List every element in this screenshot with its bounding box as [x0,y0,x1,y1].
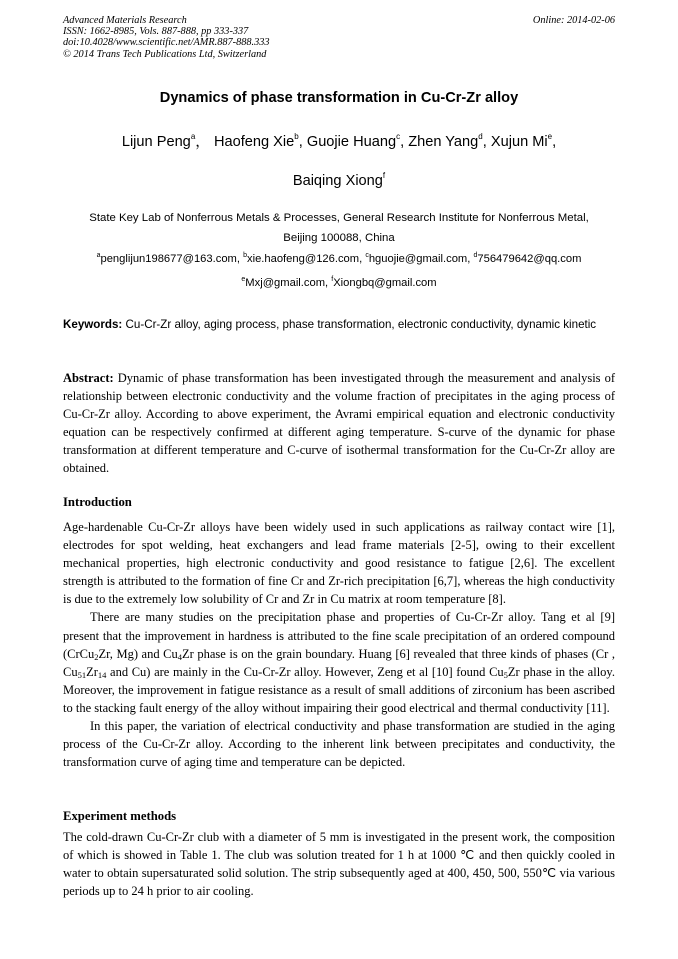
author-list-line-1 [40,130,638,151]
paper-title: Dynamics of phase transformation in Cu-Cr-Zr alloy [159,90,519,106]
paragraph-text: Zr phase is on the grain boundary. Huang [6] revealed that three kinds of phases (Cr , Cu [63,646,615,679]
author-list-line-2 [40,173,638,189]
introduction-body [63,518,615,771]
paragraph-text: Zr phase in the alloy. Moreover, the improvement in fatigue resistance as a result of small additions of zirconium has been ascribed to the stacking fault energy of the alloy without impairing their good electrical and thermal conductivity [11]. [63,664,615,715]
author-mark: b [294,132,299,141]
paragraph: The cold-drawn Cu-Cr-Zr club with a diameter of 5 mm is investigated in the present work, the composition of which is showed in Table 1. The club was solution treated for 1 h at 1000 ℃ and then quickly cooled in water to obtain supersaturated solid solution. The strip subsequently aged at 400, 450, 500, 550℃ via various periods up to 24 h prior to air cooling. [63,830,615,899]
issn-line: ISSN: 1662-8985, Vols. 887-888, pp 333-337 [63,26,249,38]
author-name: Baiqing Xiong [292,173,383,189]
email-mark: b [243,252,247,259]
email-address[interactable]: penglijun198677@163.com, [100,253,240,265]
author-mark: c [396,132,401,141]
introduction-heading: Introduction [63,495,132,509]
paragraph-text: There are many studies on the precipitation phase and properties of Cu-Cr-Zr alloy. Tang et al [9] present that the improvement in hardness is attributed to the fine scale precipitation of an ordered compound (CrCu [63,610,615,661]
online-date: Online: 2014-02-06 [532,15,615,26]
author-name: Guojie Huang [306,134,397,150]
paragraph: Age-hardenable Cu-Cr-Zr alloys have been widely used in such applications as railway contact wire [1], electrodes for spot welding, heat exchangers and lead frame materials [2-5], owing to their excellent mechanical properties, high electronic conductivity and good resistance to fatigue [2,6]. The excellent strength is attributed to the formation of fine Cr and Zr-rich precipitation [6,7], whereas the high conductivity is due to the extremely low solubility of Cr and Zr in Cu matrix at room temperature [8]. [63,520,615,607]
email-mark: e [241,276,246,283]
email-list-line-2 [50,277,628,289]
affiliation [63,208,615,248]
keywords [63,316,615,334]
subscript: 2 [94,651,99,662]
author-separator: ， [195,134,210,150]
email-list-line-1 [50,253,628,265]
email-mark: d [473,252,478,259]
subscript: 51 [77,669,87,680]
copyright-line: © 2014 Trans Tech Publications Ltd, Switzerland [63,48,267,60]
affiliation-line: Beijing 100088, China [283,232,395,244]
email-mark: c [365,252,369,259]
author-mark: d [478,132,483,141]
email-address[interactable]: 756479642@qq.com [477,253,582,265]
email-address[interactable]: xie.haofeng@126.com, [246,253,363,265]
abstract-label: Abstract: [63,371,114,385]
email-mark: a [96,252,101,259]
paragraph-text: Zr, Mg) and Cu [98,646,178,661]
journal-header [63,15,615,60]
author-separator: , [482,134,487,150]
author-mark: e [547,132,553,141]
email-address[interactable]: Mxj@gmail.com, [245,277,329,289]
author-name: Xujun Mi [490,134,548,150]
email-address[interactable]: hguojie@gmail.com, [368,253,471,265]
keywords-label: Keywords: [63,318,123,331]
email-address[interactable]: Xiongbq@gmail.com [333,277,437,289]
subscript: 4 [177,651,182,662]
author-name: Zhen Yang [408,134,479,150]
author-separator: , [400,134,405,150]
author-mark: a [190,132,196,141]
subscript: 14 [97,669,107,680]
subscript: 5 [503,669,508,680]
author-mark: f [382,171,386,180]
abstract-text: Dynamic of phase transformation has been investigated through the measurement and analysis of relationship between electronic conductivity and the volume fraction of precipitates in the aging process of Cu-Cr-Zr alloy. According to above experiment, the Avrami empirical equation and electronic conductivity equation can be respectively confirmed at different aging temperature. S-curve of the dynamic for phase transformation at different temperature and C-curve of isothermal transformation for the Cu-Cr-Zr alloy are obtained. [63,371,616,476]
journal-name: Advanced Materials Research [63,15,187,26]
author-name: Haofeng Xie [213,134,295,150]
author-name: Lijun Peng [121,134,191,150]
doi-line: doi:10.4028/www.scientific.net/AMR.887-888.333 [63,37,270,49]
author-separator: , [552,134,557,150]
affiliation-line: State Key Lab of Nonferrous Metals & Processes, General Research Institute for Nonferrous Metal, [89,212,589,224]
email-mark: f [331,276,334,283]
keywords-text: Cu-Cr-Zr alloy, aging process, phase transformation, electronic conductivity, dynamic kinetic [125,318,597,331]
paragraph-text: and Cu) are mainly in the Cu-Cr-Zr alloy. However, Zeng et al [10] found Cu [106,664,504,679]
paragraph [63,608,615,717]
paragraph-text: Zr [86,664,98,679]
experiment-heading: Experiment methods [63,809,177,823]
paragraph: In this paper, the variation of electrical conductivity and phase transformation are studied in the aging process of the Cu-Cr-Zr alloy. According to the inherent link between precipitates and conductivity, the transformation curve of aging time and temperature can be depicted. [63,719,615,770]
abstract [63,369,615,478]
experiment-body [63,828,615,900]
author-separator: , [298,134,303,150]
